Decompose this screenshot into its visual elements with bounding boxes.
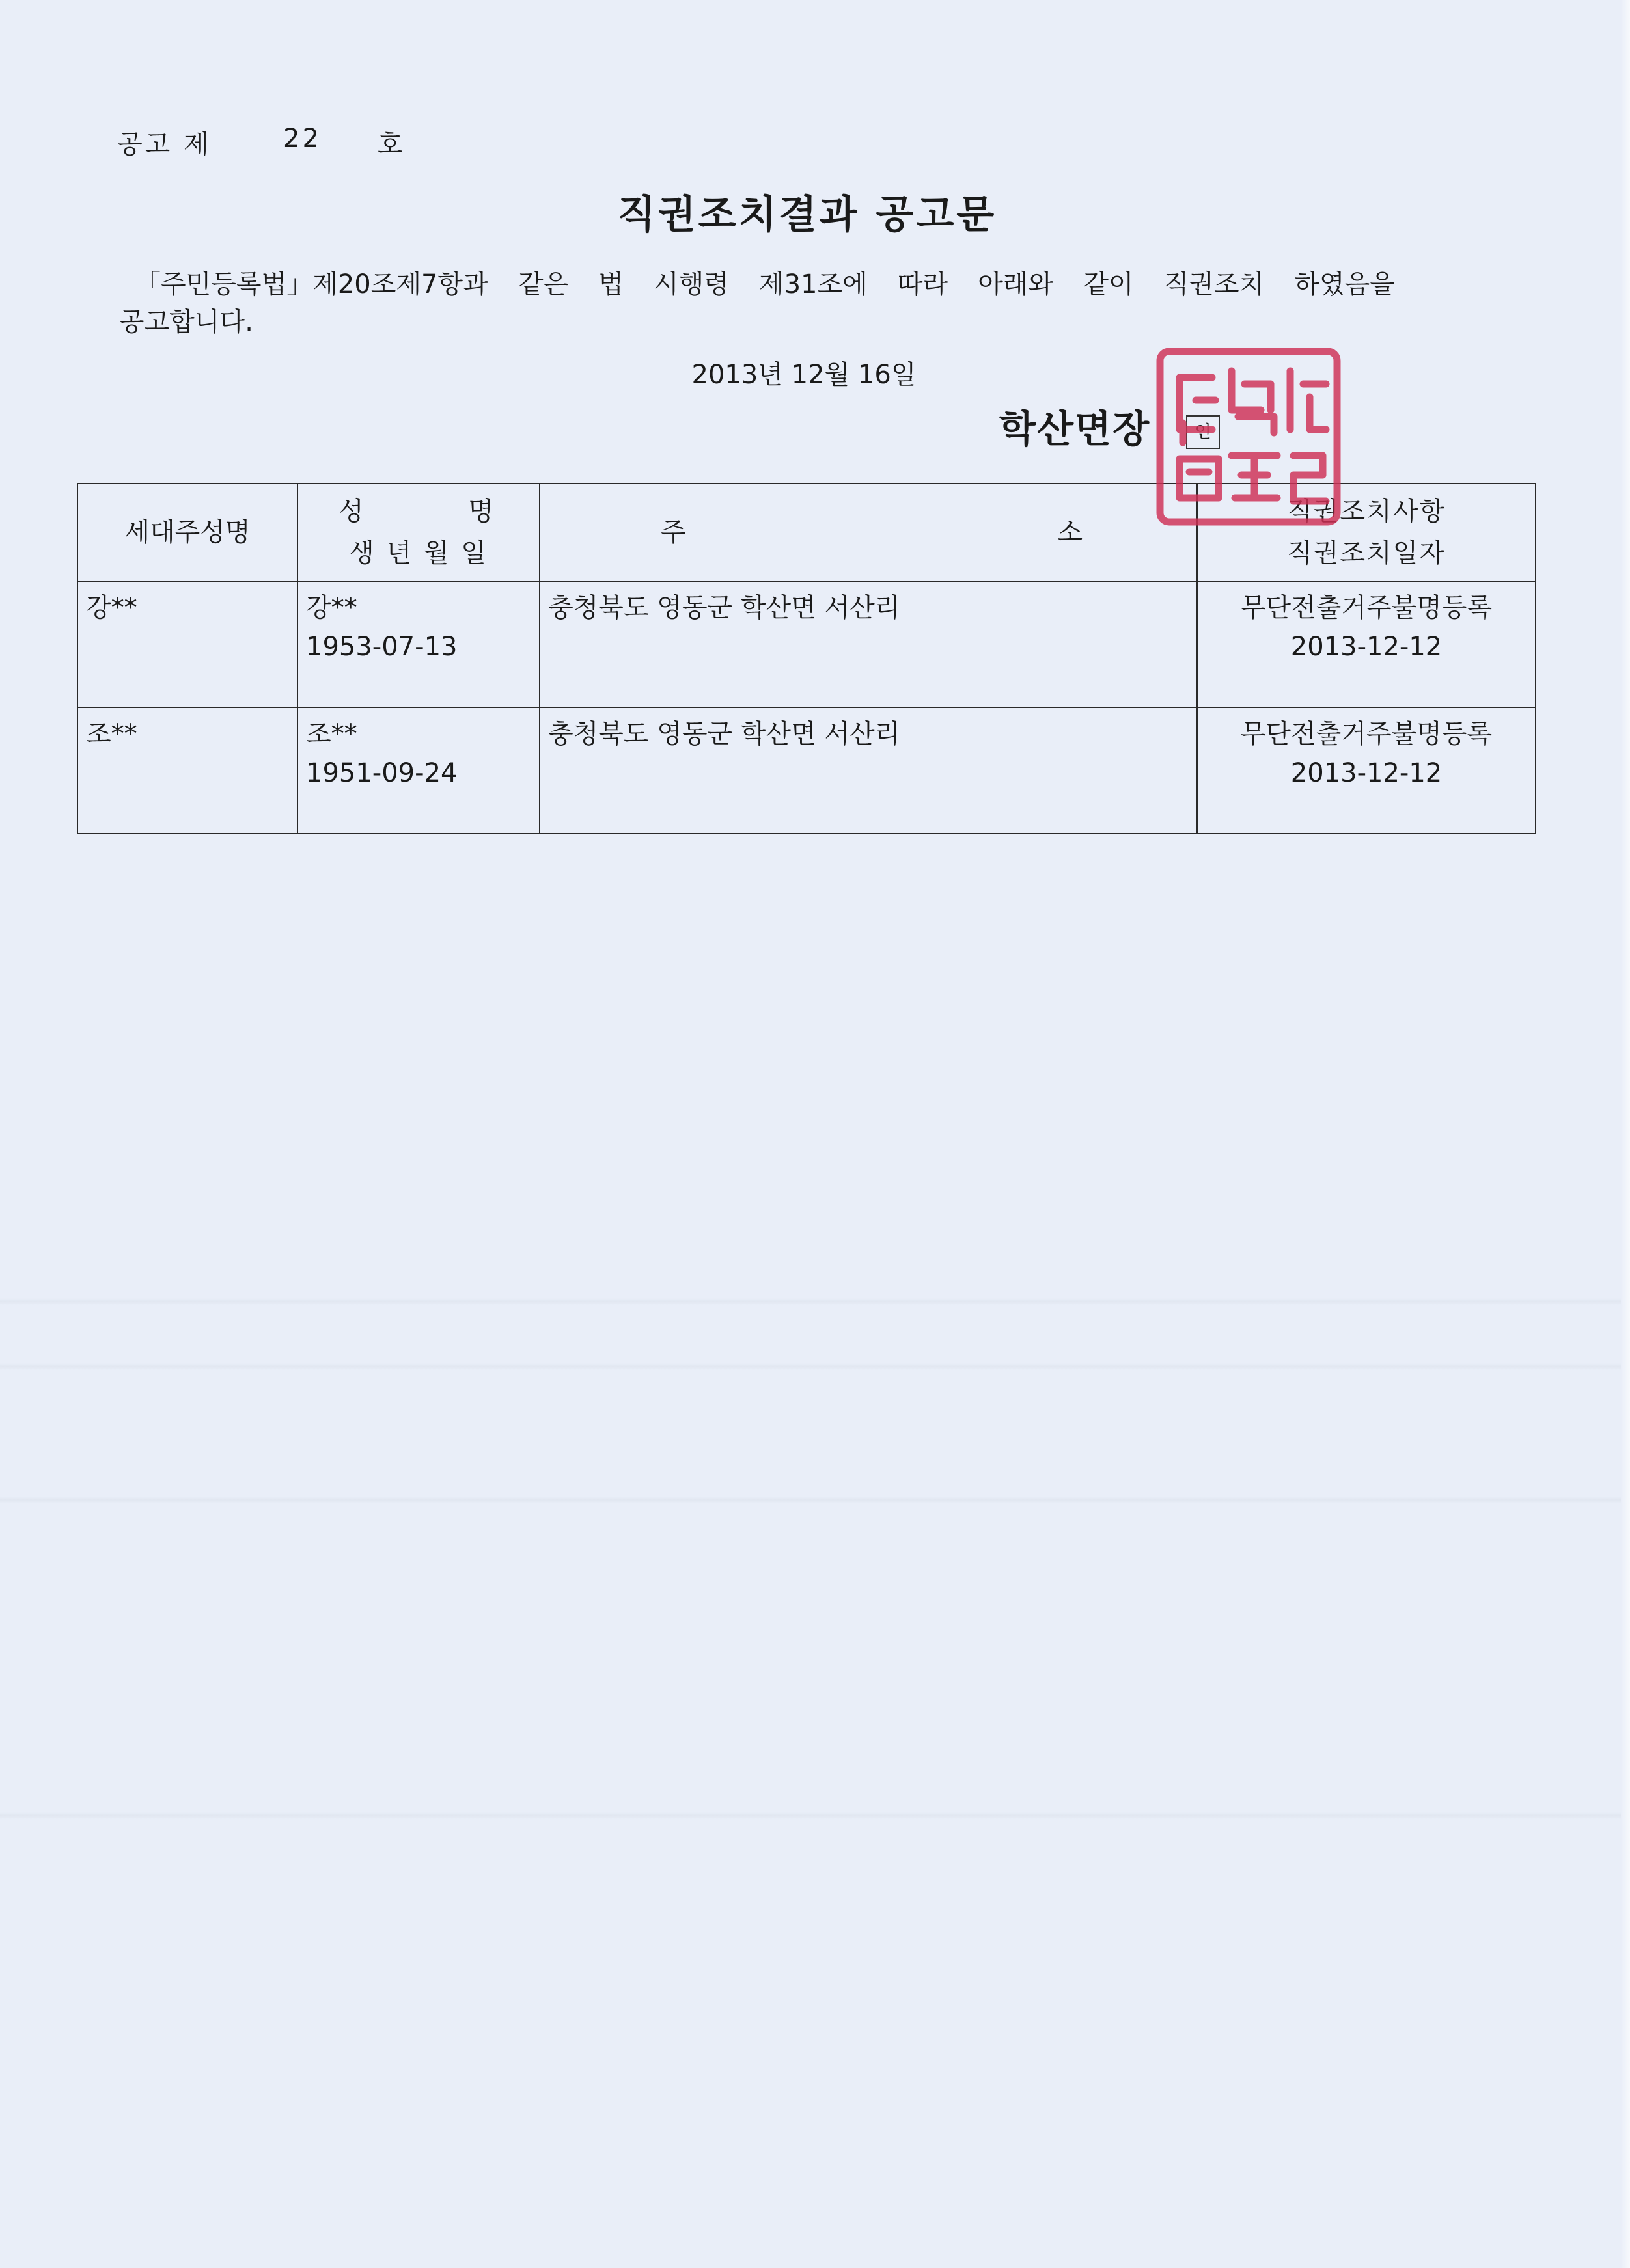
official-seal-stamp-icon bbox=[1153, 345, 1344, 531]
body-word: 아래와 bbox=[978, 269, 1054, 299]
scan-artifact bbox=[0, 1497, 1630, 1503]
notice-prefix: 공고 제 bbox=[117, 130, 212, 159]
seal-mark-box: 인 bbox=[1186, 415, 1220, 449]
table-row bbox=[77, 581, 1536, 707]
body-word: 제31조에 bbox=[758, 269, 868, 299]
header-name-birth: 성 명 생 년 월 일 bbox=[297, 484, 540, 581]
notice-number-value: 22 bbox=[283, 124, 322, 154]
body-line-2: 공고합니다. bbox=[119, 307, 253, 337]
notice-suffix: 호 bbox=[378, 130, 406, 159]
cell-household-head: 강** bbox=[77, 581, 297, 707]
scan-artifact bbox=[0, 1363, 1630, 1370]
scan-artifact bbox=[0, 1812, 1630, 1819]
signer-title: 학산면장 bbox=[999, 407, 1151, 451]
scan-artifact bbox=[0, 1298, 1630, 1305]
body-word: 법 bbox=[598, 269, 624, 299]
table-row bbox=[77, 707, 1536, 834]
header-address: 주 소 bbox=[540, 484, 1197, 581]
cell-action: 무단전출거주불명등록 2013-12-12 bbox=[1197, 581, 1536, 707]
cell-address: 충청북도 영동군 학산면 서산리 bbox=[540, 581, 1197, 707]
cell-name-birth: 조** 1951-09-24 bbox=[297, 707, 540, 834]
header-action: 직권조치사항 직권조치일자 bbox=[1197, 484, 1536, 581]
body-line-1 bbox=[119, 266, 1395, 303]
cell-name-birth: 강** 1953-07-13 bbox=[297, 581, 540, 707]
body-word: 따라 bbox=[897, 269, 948, 299]
body-word: 같은 bbox=[518, 269, 569, 299]
announcement-table bbox=[77, 483, 1536, 834]
body-text bbox=[119, 266, 1395, 341]
body-word: 시행령 bbox=[653, 269, 729, 299]
body-word: 하였음을 bbox=[1294, 269, 1395, 299]
cell-address: 충청북도 영동군 학산면 서산리 bbox=[540, 707, 1197, 834]
body-word: 「주민등록법」제20조제7항과 bbox=[135, 269, 488, 299]
cell-action: 무단전출거주불명등록 2013-12-12 bbox=[1197, 707, 1536, 834]
body-word: 직권조치 bbox=[1163, 269, 1265, 299]
cell-household-head: 조** bbox=[77, 707, 297, 834]
page-edge bbox=[1621, 0, 1630, 2268]
notice-date: 2013년 12월 16일 bbox=[691, 360, 917, 390]
page-title: 직권조치결과 공고문 bbox=[617, 192, 997, 238]
body-word: 같이 bbox=[1083, 269, 1134, 299]
header-household-head: 세대주성명 bbox=[77, 484, 297, 581]
